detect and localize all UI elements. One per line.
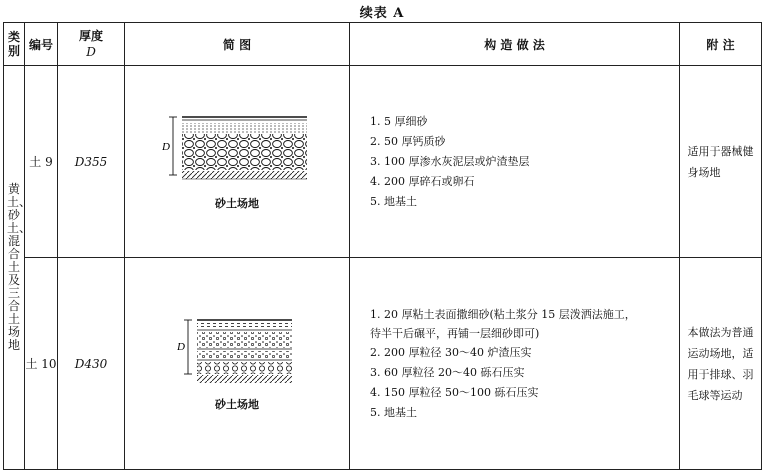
construction-table [3,22,762,470]
page-title: 续表 A [359,6,405,21]
method-step: 4. 200 厚碎石或卵石 [370,174,475,188]
header-note: 附 注 [680,23,762,66]
method-step: 5. 地基土 [370,405,417,419]
row-thickness: D355 [58,66,125,258]
row-note: 适用于器械健身场地 [680,66,762,258]
diagram-caption: 砂土场地 [215,397,259,411]
row-thickness: D430 [58,258,125,470]
method-step: 5. 地基土 [370,194,417,208]
diagram-dimension-label: D [177,340,185,353]
header-diagram: 简 图 [125,23,350,66]
table-row [4,66,762,258]
method-step-continued: 待半干后碾平，再铺一层细砂即可) [370,326,540,340]
row-diagram [125,258,350,470]
row-diagram [125,66,350,258]
diagram-caption: 砂土场地 [215,196,259,210]
row-number: 土 10 [25,258,58,470]
construction-method [350,258,680,470]
method-step: 2. 50 厚钙质砂 [370,134,446,148]
method-step: 2. 200 厚粒径 30～40 炉渣压实 [370,345,532,359]
row-note: 本做法为普通运动场地，适用于排球、羽毛球等运动 [680,258,762,470]
diagram-dimension-label: D [162,140,170,153]
method-step: 3. 100 厚渗水灰泥层或炉渣垫层 [370,154,530,168]
header-thickness: 厚度 D [58,23,125,66]
method-step: 1. 5 厚细砂 [370,114,428,128]
table-row [4,258,762,470]
header-method: 构 造 做 法 [350,23,680,66]
sand-field-section-diagram-1 [162,113,312,191]
header-number: 编号 [25,23,58,66]
header-row [4,23,762,66]
construction-method [350,66,680,258]
category-cell: 黄土、砂土、混合土及三合土场地 [4,66,25,470]
method-step: 3. 60 厚粒径 20～40 砾石压实 [370,365,525,379]
method-step: 4. 150 厚粒径 50～100 砾石压实 [370,385,539,399]
header-category: 类别 [4,23,25,66]
method-step: 1. 20 厚粘土表面撒细砂(粘土浆分 15 层泼洒法施工， [370,307,636,321]
row-number: 土 9 [25,66,58,258]
sand-field-section-diagram-2 [177,316,297,392]
